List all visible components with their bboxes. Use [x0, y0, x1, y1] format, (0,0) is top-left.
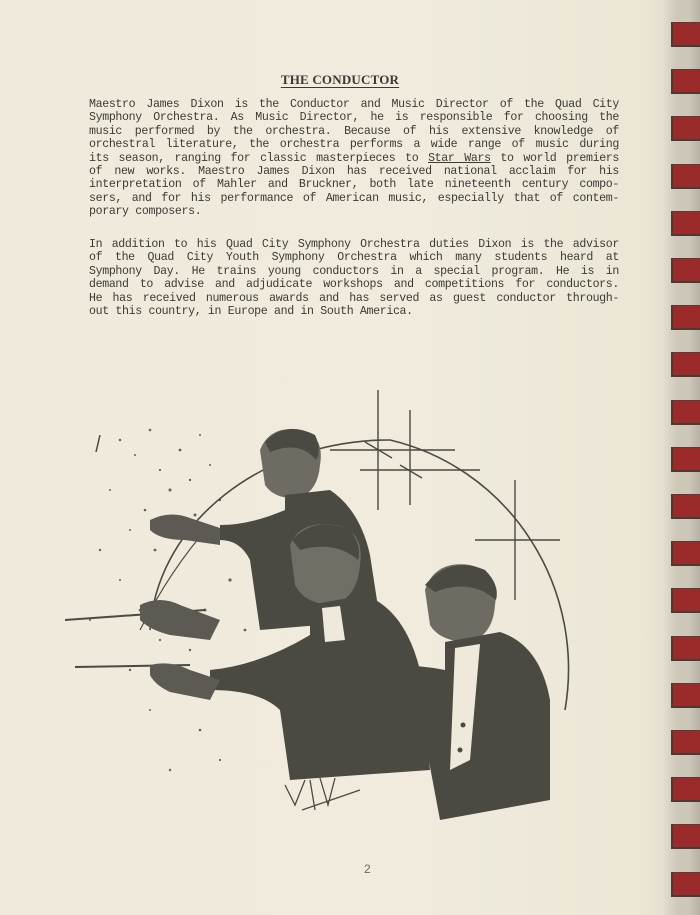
paragraph-line: porary composers. — [89, 205, 202, 219]
binding-ring — [671, 211, 700, 236]
page-title — [0, 72, 680, 88]
binding-ring — [671, 588, 700, 613]
paragraph-line: Symphony Orchestra. As Music Director, he is responsible for choosing the — [89, 111, 619, 125]
paragraph-2 — [89, 238, 619, 318]
paragraph-line: out this country, in Europe and in South America. — [89, 305, 413, 319]
artist-signature — [285, 778, 360, 810]
binding-ring — [671, 352, 700, 377]
binding-ring — [671, 447, 700, 472]
binding-ring — [671, 541, 700, 566]
conductors-illustration — [60, 380, 580, 840]
paragraph-line: He has received numerous awards and has served as guest conductor through- — [89, 291, 619, 305]
paragraph-1 — [89, 98, 619, 219]
underlined-title: Star Wars — [428, 151, 491, 165]
binding-ring — [671, 494, 700, 519]
paragraph-line: Symphony Day. He trains young conductors in a special program. He is in — [89, 264, 619, 278]
binding-ring — [671, 164, 700, 189]
paragraph-line: demand to advise and adjudicate workshops and competitions for conductors. — [89, 278, 619, 292]
paragraph-line: sers, and for his performance of American music, especially that of contem- — [89, 191, 619, 205]
binding-ring — [671, 116, 700, 141]
page-title-text: THE CONDUCTOR — [280, 72, 400, 87]
paragraph-line: of new works. Maestro James Dixon has received national acclaim for his — [89, 165, 619, 179]
binding-ring — [671, 730, 700, 755]
paragraph-line: interpretation of Mahler and Bruckner, both late nineteenth century compo- — [89, 178, 619, 192]
page-number: 2 — [364, 862, 371, 876]
paragraph-line: of the Quad City Youth Symphony Orchestra which many students heard at — [89, 251, 619, 265]
binding-ring — [671, 636, 700, 661]
binding-ring — [671, 258, 700, 283]
paragraph-line: In addition to his Quad City Symphony Orchestra duties Dixon is the advisor — [89, 238, 619, 251]
binding-ring — [671, 777, 700, 802]
binding-ring — [671, 872, 700, 897]
paragraph-line: orchestral literature, the orchestra performs a wide range of music during — [89, 138, 619, 152]
binding-ring — [671, 22, 700, 47]
binding-ring — [671, 305, 700, 330]
paragraph-line-with-underline: its season, ranging for classic masterpieces to Star Wars to world premiers — [89, 151, 620, 165]
binding-ring — [671, 824, 700, 849]
binding-ring — [671, 683, 700, 708]
binding-ring — [671, 400, 700, 425]
paragraph-line: music performed by the orchestra. Because of his extensive knowledge of — [89, 124, 619, 138]
paragraph-line: Maestro James Dixon is the Conductor and Music Director of the Quad City — [89, 98, 619, 111]
